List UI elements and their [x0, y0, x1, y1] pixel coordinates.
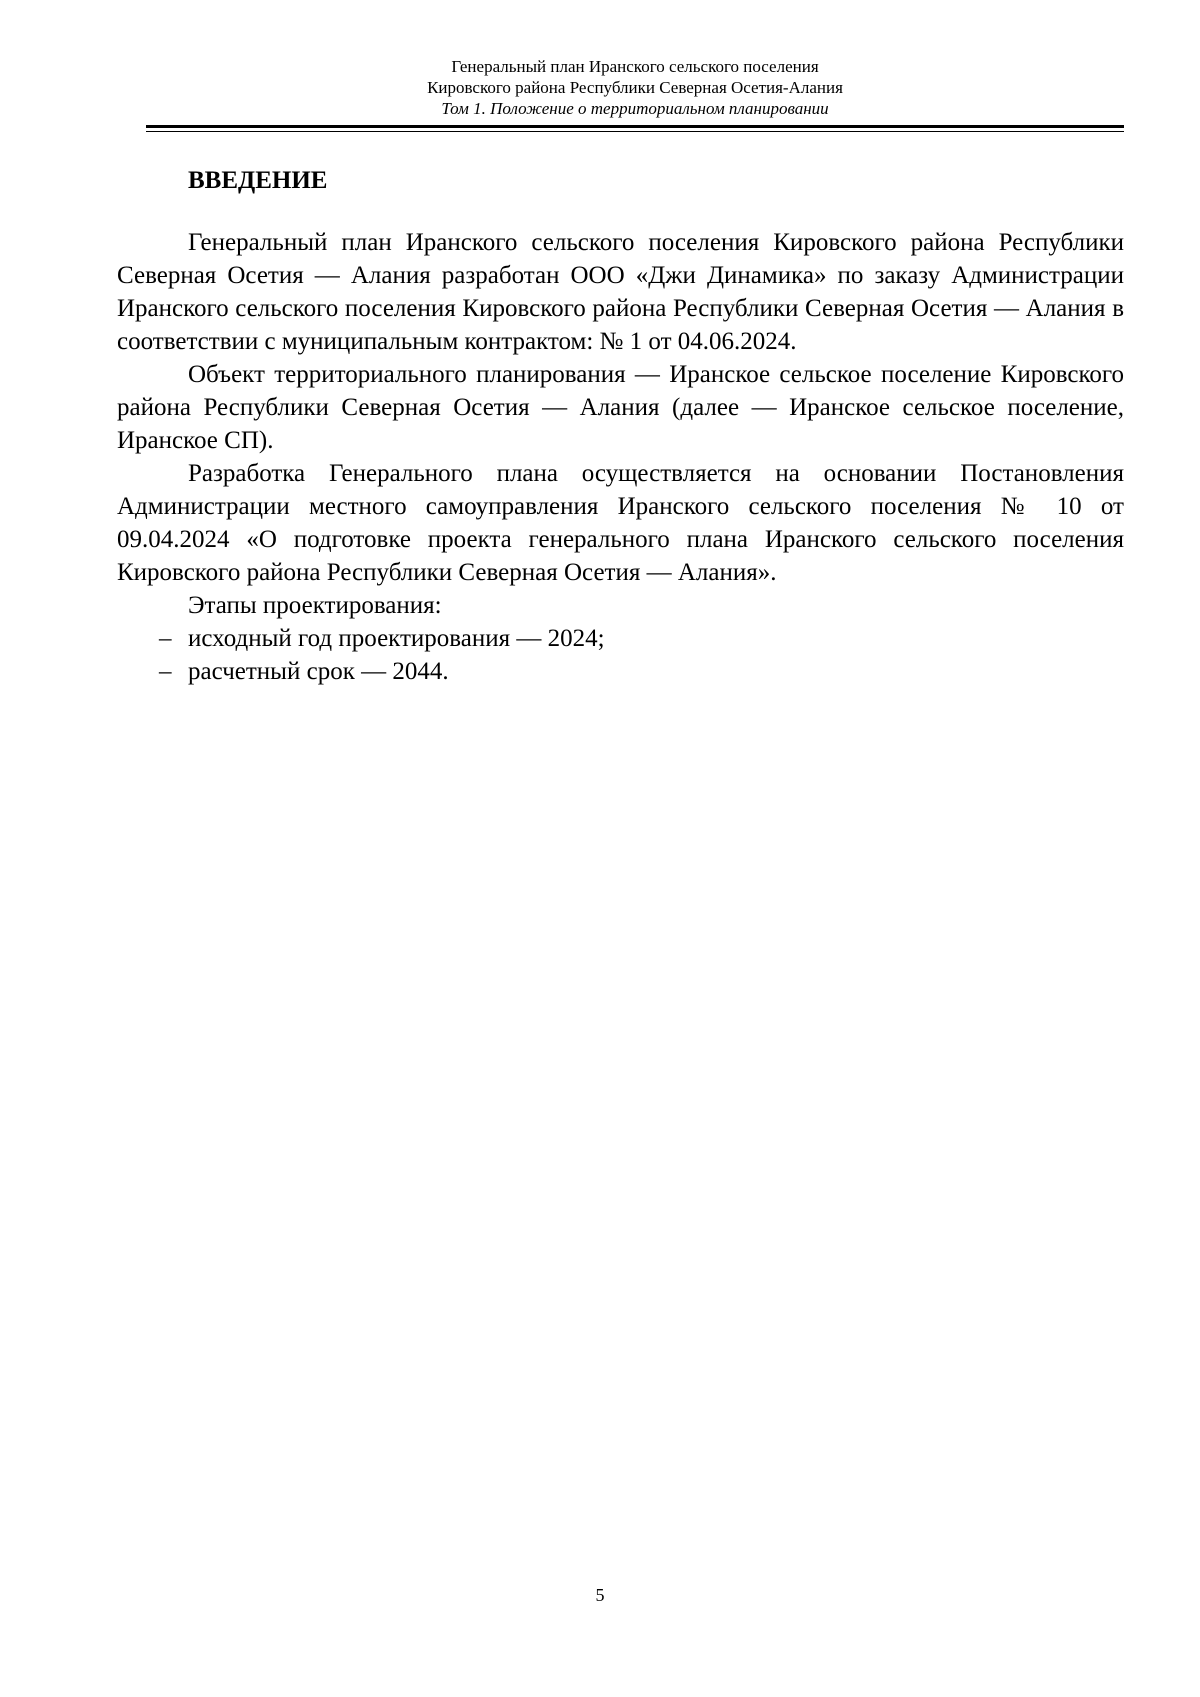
paragraph-developer: Генеральный план Иранского сельского поселения Кировского района Республики Северная Осетия — Алания разработан ООО «Джи Динамика» по заказу Администрации Иранского сельского поселения Кировского района Республики Северная Осетия — Алания в соответствии с муниципальным контрактом: № 1 от 04.06.2024. [117, 229, 1124, 355]
header-volume-line: Том 1. Положение о территориальном планировании [441, 99, 829, 118]
stages-list [117, 622, 1124, 688]
header-region-line: Кировского района Республики Северная Осетия-Алания [427, 78, 843, 97]
section-title: ВВЕДЕНИЕ [188, 167, 328, 194]
list-item [117, 622, 1124, 655]
running-header [146, 56, 1124, 119]
header-title-line: Генеральный план Иранского сельского поселения [451, 57, 819, 76]
header-rule-thin [146, 131, 1124, 132]
paragraph-object: Объект территориального планирования — Иранское сельское поселение Кировского района Республики Северная Осетия — Алания (далее — Иранское сельское поселение, Иранское СП). [117, 361, 1124, 454]
header-rule-thick [146, 125, 1124, 128]
list-bullet: – [159, 658, 172, 685]
list-item-text: расчетный срок — 2044. [188, 658, 449, 685]
body-text [117, 226, 1124, 688]
list-item-text: исходный год проектирования — 2024; [188, 625, 605, 652]
list-bullet: – [159, 625, 172, 652]
paragraph-basis: Разработка Генерального плана осуществляется на основании Постановления Администрации местного самоуправления Иранского сельского поселения № 10 от 09.04.2024 «О подготовке проекта генерального плана Иранского сельского поселения Кировского района Республики Северная Осетия — Алания». [117, 460, 1124, 586]
paragraph-stages-intro: Этапы проектирования: [188, 592, 442, 619]
page-number: 5 [595, 1585, 605, 1605]
list-item [117, 655, 1124, 688]
